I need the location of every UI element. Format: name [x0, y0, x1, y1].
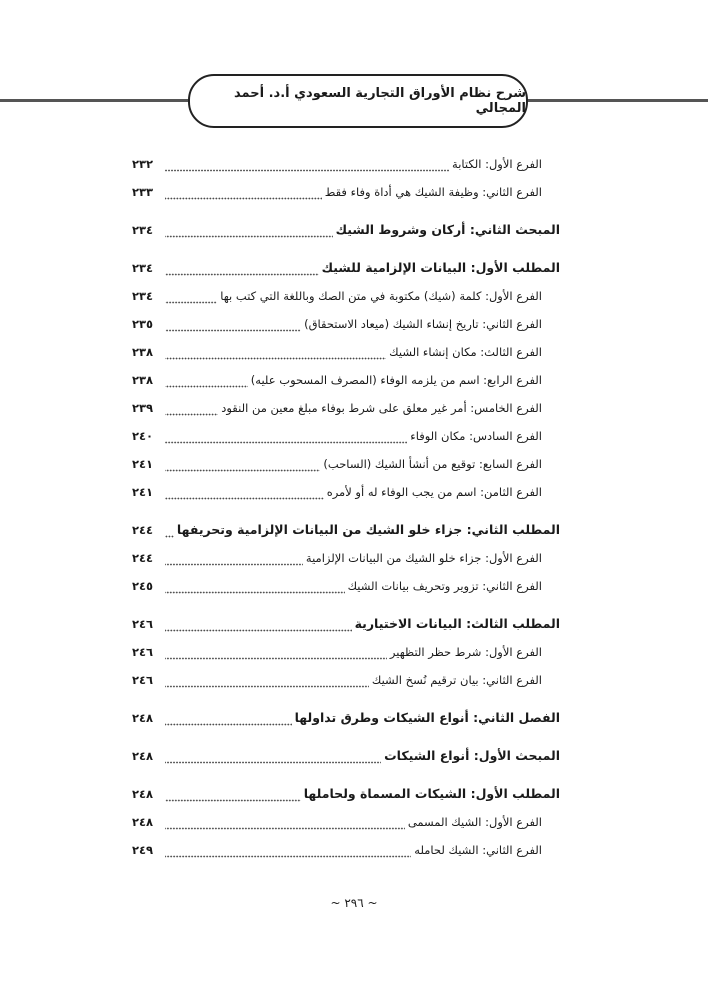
dot-leader [165, 230, 333, 238]
toc-entry-page: ٢٤١ [132, 485, 154, 499]
toc-heading-entry [132, 254, 560, 282]
dot-leader [165, 756, 381, 764]
running-header [188, 74, 528, 128]
toc-entry [132, 666, 560, 694]
table-of-contents [132, 150, 560, 864]
toc-entry-page: ٢٣٥ [132, 317, 154, 331]
toc-entry [132, 478, 560, 506]
dot-leader [165, 192, 322, 200]
toc-heading-entry [132, 516, 560, 544]
dot-leader [165, 352, 386, 360]
toc-entry [132, 394, 560, 422]
toc-entry-title: الفصل الثاني: أنواع الشيكات وطرق تداولها [294, 710, 560, 725]
toc-entry-title: الفرع الأول: الكتابة [452, 157, 542, 171]
toc-entry-title: المطلب الأول: البيانات الإلزامية للشيك [321, 260, 560, 275]
toc-entry-page: ٢٤٨ [132, 787, 154, 801]
toc-entry-page: ٢٤٩ [132, 843, 154, 857]
toc-entry-page: ٢٣٨ [132, 373, 154, 387]
toc-entry-page: ٢٤٥ [132, 579, 154, 593]
toc-entry-title: المبحث الأول: أنواع الشيكات [384, 748, 560, 763]
toc-entry-page: ٢٤٦ [132, 617, 154, 631]
toc-entry-title: الفرع الثاني: تزوير وتحريف بيانات الشيك [347, 579, 542, 593]
toc-entry-page: ٢٣٣ [132, 185, 154, 199]
toc-entry-page: ٢٣٩ [132, 401, 154, 415]
dot-leader [165, 164, 449, 172]
toc-entry-page: ٢٣٨ [132, 345, 154, 359]
toc-heading-entry [132, 704, 560, 732]
dot-leader [165, 822, 405, 830]
toc-entry-page: ٢٤٨ [132, 749, 154, 763]
dot-leader [165, 624, 352, 632]
toc-entry-page: ٢٤٨ [132, 711, 154, 725]
dot-leader [165, 436, 407, 444]
toc-entry-title: الفرع الثالث: مكان إنشاء الشيك [389, 345, 542, 359]
book-title: شرح نظام الأوراق التجارية السعودي أ.د. أحمد المجالي [234, 86, 526, 116]
toc-entry-title: الفرع السابع: توقيع من أنشأ الشيك (الساحب) [323, 457, 542, 471]
toc-entry [132, 572, 560, 600]
toc-heading-entry [132, 216, 560, 244]
dot-leader [165, 268, 319, 276]
dot-leader [165, 850, 411, 858]
dot-leader [165, 380, 248, 388]
toc-heading-entry [132, 610, 560, 638]
dot-leader [165, 558, 303, 566]
toc-entry [132, 836, 560, 864]
toc-entry-page: ٢٣٢ [132, 157, 154, 171]
toc-entry-title: الفرع الأول: الشيك المسمى [407, 815, 542, 829]
toc-entry-page: ٢٤٨ [132, 815, 154, 829]
dot-leader [165, 464, 320, 472]
toc-entry [132, 282, 560, 310]
toc-entry-title: الفرع الثامن: اسم من يجب الوفاء له أو لأمره [326, 485, 542, 499]
toc-entry-title: الفرع الثاني: تاريخ إنشاء الشيك (ميعاد الاستحقاق) [304, 317, 542, 331]
dot-leader [165, 652, 387, 660]
toc-entry-title: المبحث الثاني: أركان وشروط الشيك [335, 222, 560, 237]
toc-entry-page: ٢٣٤ [132, 223, 154, 237]
toc-entry-page: ٢٤٦ [132, 673, 154, 687]
toc-entry-title: المطلب الأول: الشيكات المسماة ولحاملها [303, 786, 560, 801]
toc-entry-page: ٢٤٦ [132, 645, 154, 659]
dot-leader [165, 794, 301, 802]
toc-entry-page: ٢٣٤ [132, 261, 154, 275]
toc-entry-title: المطلب الثاني: جزاء خلو الشيك من البيانات الإلزامية وتحريفها [176, 522, 560, 537]
toc-entry [132, 422, 560, 450]
toc-entry [132, 638, 560, 666]
toc-entry-title: الفرع الرابع: اسم من يلزمه الوفاء (المصرف المسحوب عليه) [250, 373, 542, 387]
dot-leader [165, 680, 369, 688]
toc-entry-title: الفرع الأول: شرط حظر التظهير [389, 645, 542, 659]
toc-entry-page: ٢٣٤ [132, 289, 154, 303]
dot-leader [165, 492, 324, 500]
toc-entry-page: ٢٤٤ [132, 523, 154, 537]
toc-entry [132, 310, 560, 338]
toc-entry-title: الفرع الأول: كلمة (شيك) مكتوبة في متن الصك وباللغة التي كتب بها [220, 289, 542, 303]
toc-entry-title: الفرع الأول: جزاء خلو الشيك من البيانات الإلزامية [305, 551, 542, 565]
dot-leader [165, 296, 217, 304]
toc-heading-entry [132, 780, 560, 808]
toc-entry [132, 450, 560, 478]
toc-entry-page: ٢٤٠ [132, 429, 154, 443]
toc-entry-title: الفرع الخامس: أمر غير معلق على شرط بوفاء مبلغ معين من النقود [221, 401, 542, 415]
dot-leader [165, 324, 301, 332]
toc-entry-title: الفرع الثاني: بيان ترقيم نُسخ الشيك [371, 673, 542, 687]
toc-entry-title: المطلب الثالث: البيانات الاختيارية [354, 616, 560, 631]
dot-leader [165, 530, 174, 538]
toc-entry-title: الفرع الثاني: الشيك لحامله [414, 843, 542, 857]
toc-entry-page: ٢٤٤ [132, 551, 154, 565]
toc-entry [132, 544, 560, 572]
toc-entry [132, 150, 560, 178]
toc-heading-entry [132, 742, 560, 770]
page-number: ~ ٢٩٦ ~ [330, 896, 378, 910]
dot-leader [165, 586, 345, 594]
toc-entry [132, 178, 560, 206]
toc-entry [132, 808, 560, 836]
toc-entry-page: ٢٤١ [132, 457, 154, 471]
toc-entry-title: الفرع الثاني: وظيفة الشيك هي أداة وفاء فقط [324, 185, 542, 199]
toc-entry [132, 338, 560, 366]
dot-leader [165, 718, 292, 726]
toc-entry-title: الفرع السادس: مكان الوفاء [410, 429, 542, 443]
dot-leader [165, 408, 218, 416]
toc-entry [132, 366, 560, 394]
